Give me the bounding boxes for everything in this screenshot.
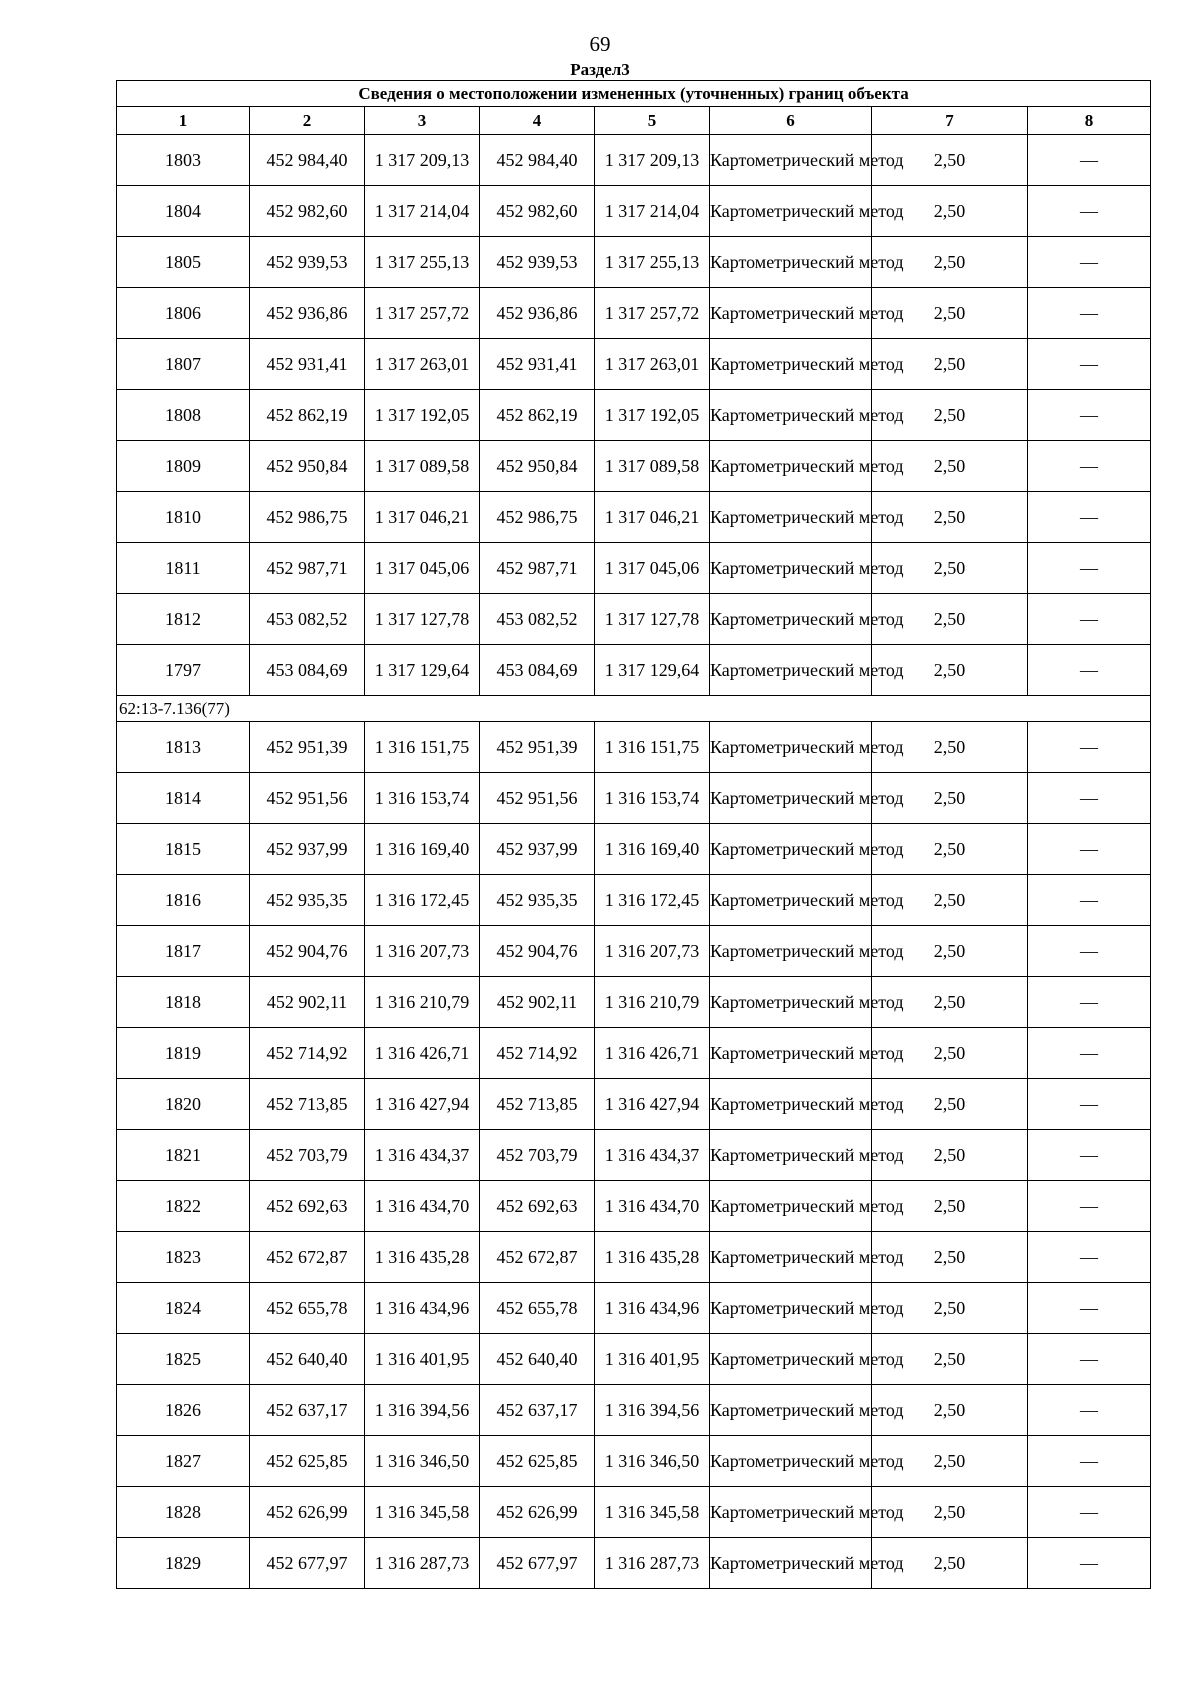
y-new-cell: 1 317 209,13 xyxy=(595,135,710,186)
x-new-cell: 452 625,85 xyxy=(480,1436,595,1487)
table-row xyxy=(117,288,1151,339)
accuracy-cell: 2,50 xyxy=(872,1079,1028,1130)
x-new-cell: 452 939,53 xyxy=(480,237,595,288)
y-new-cell: 1 317 089,58 xyxy=(595,441,710,492)
accuracy-cell: 2,50 xyxy=(872,390,1028,441)
y-old-cell: 1 317 127,78 xyxy=(365,594,480,645)
x-old-cell: 452 677,97 xyxy=(250,1538,365,1589)
x-old-cell: 452 625,85 xyxy=(250,1436,365,1487)
y-new-cell: 1 316 394,56 xyxy=(595,1385,710,1436)
description-cell: — xyxy=(1028,645,1151,696)
y-new-cell: 1 316 426,71 xyxy=(595,1028,710,1079)
y-old-cell: 1 316 426,71 xyxy=(365,1028,480,1079)
x-old-cell: 452 655,78 xyxy=(250,1283,365,1334)
point-number-cell: 1804 xyxy=(117,186,250,237)
y-new-cell: 1 317 129,64 xyxy=(595,645,710,696)
y-new-cell: 1 317 263,01 xyxy=(595,339,710,390)
description-cell: — xyxy=(1028,1487,1151,1538)
x-old-cell: 452 703,79 xyxy=(250,1130,365,1181)
description-cell: — xyxy=(1028,1181,1151,1232)
x-old-cell: 452 714,92 xyxy=(250,1028,365,1079)
table-body xyxy=(117,81,1151,1589)
method-cell: Картометрический метод xyxy=(710,390,872,441)
y-new-cell: 1 316 172,45 xyxy=(595,875,710,926)
description-cell: — xyxy=(1028,186,1151,237)
y-new-cell: 1 316 210,79 xyxy=(595,977,710,1028)
description-cell: — xyxy=(1028,1385,1151,1436)
method-cell: Картометрический метод xyxy=(710,1130,872,1181)
accuracy-cell: 2,50 xyxy=(872,186,1028,237)
table-caption: Сведения о местоположении измененных (уточненных) границ объекта xyxy=(117,81,1151,107)
y-old-cell: 1 316 435,28 xyxy=(365,1232,480,1283)
x-old-cell: 452 984,40 xyxy=(250,135,365,186)
method-cell: Картометрический метод xyxy=(710,339,872,390)
x-new-cell: 452 677,97 xyxy=(480,1538,595,1589)
method-cell: Картометрический метод xyxy=(710,1079,872,1130)
method-cell: Картометрический метод xyxy=(710,1487,872,1538)
table-row xyxy=(117,875,1151,926)
table-row xyxy=(117,135,1151,186)
column-number-header: 4 xyxy=(480,107,595,135)
y-old-cell: 1 317 209,13 xyxy=(365,135,480,186)
x-old-cell: 452 626,99 xyxy=(250,1487,365,1538)
point-number-cell: 1818 xyxy=(117,977,250,1028)
boundary-coordinates-table xyxy=(116,80,1151,1589)
accuracy-cell: 2,50 xyxy=(872,1232,1028,1283)
y-new-cell: 1 316 346,50 xyxy=(595,1436,710,1487)
table-row xyxy=(117,824,1151,875)
point-number-cell: 1797 xyxy=(117,645,250,696)
y-old-cell: 1 316 210,79 xyxy=(365,977,480,1028)
point-number-cell: 1823 xyxy=(117,1232,250,1283)
table-row xyxy=(117,237,1151,288)
table-row xyxy=(117,773,1151,824)
y-new-cell: 1 316 435,28 xyxy=(595,1232,710,1283)
accuracy-cell: 2,50 xyxy=(872,135,1028,186)
point-number-cell: 1815 xyxy=(117,824,250,875)
method-cell: Картометрический метод xyxy=(710,645,872,696)
point-number-cell: 1828 xyxy=(117,1487,250,1538)
x-new-cell: 452 951,56 xyxy=(480,773,595,824)
x-new-cell: 452 714,92 xyxy=(480,1028,595,1079)
table-row xyxy=(117,594,1151,645)
description-cell: — xyxy=(1028,1334,1151,1385)
accuracy-cell: 2,50 xyxy=(872,1487,1028,1538)
accuracy-cell: 2,50 xyxy=(872,237,1028,288)
description-cell: — xyxy=(1028,824,1151,875)
table-row xyxy=(117,722,1151,773)
point-number-cell: 1809 xyxy=(117,441,250,492)
x-new-cell: 452 936,86 xyxy=(480,288,595,339)
accuracy-cell: 2,50 xyxy=(872,1130,1028,1181)
y-new-cell: 1 316 169,40 xyxy=(595,824,710,875)
y-old-cell: 1 316 427,94 xyxy=(365,1079,480,1130)
table-row xyxy=(117,1283,1151,1334)
method-cell: Картометрический метод xyxy=(710,824,872,875)
x-new-cell: 452 640,40 xyxy=(480,1334,595,1385)
description-cell: — xyxy=(1028,1436,1151,1487)
y-old-cell: 1 316 287,73 xyxy=(365,1538,480,1589)
table-row xyxy=(117,1130,1151,1181)
point-number-cell: 1821 xyxy=(117,1130,250,1181)
y-old-cell: 1 316 207,73 xyxy=(365,926,480,977)
accuracy-cell: 2,50 xyxy=(872,1181,1028,1232)
description-cell: — xyxy=(1028,773,1151,824)
column-number-header: 8 xyxy=(1028,107,1151,135)
description-cell: — xyxy=(1028,926,1151,977)
table-row xyxy=(117,1181,1151,1232)
accuracy-cell: 2,50 xyxy=(872,1283,1028,1334)
accuracy-cell: 2,50 xyxy=(872,1028,1028,1079)
x-old-cell: 452 713,85 xyxy=(250,1079,365,1130)
method-cell: Картометрический метод xyxy=(710,1538,872,1589)
description-cell: — xyxy=(1028,977,1151,1028)
page-number: 69 xyxy=(589,32,611,56)
point-number-cell: 1803 xyxy=(117,135,250,186)
y-new-cell: 1 317 045,06 xyxy=(595,543,710,594)
column-number-header: 2 xyxy=(250,107,365,135)
accuracy-cell: 2,50 xyxy=(872,926,1028,977)
column-number-header: 7 xyxy=(872,107,1028,135)
accuracy-cell: 2,50 xyxy=(872,288,1028,339)
table-row xyxy=(117,1232,1151,1283)
column-number-header: 3 xyxy=(365,107,480,135)
point-number-cell: 1817 xyxy=(117,926,250,977)
y-old-cell: 1 316 153,74 xyxy=(365,773,480,824)
y-old-cell: 1 316 394,56 xyxy=(365,1385,480,1436)
column-number-header: 5 xyxy=(595,107,710,135)
y-new-cell: 1 316 151,75 xyxy=(595,722,710,773)
y-new-cell: 1 316 345,58 xyxy=(595,1487,710,1538)
accuracy-cell: 2,50 xyxy=(872,1538,1028,1589)
point-number-cell: 1825 xyxy=(117,1334,250,1385)
table-row xyxy=(117,339,1151,390)
description-cell: — xyxy=(1028,1232,1151,1283)
column-number-header: 1 xyxy=(117,107,250,135)
y-new-cell: 1 316 427,94 xyxy=(595,1079,710,1130)
x-new-cell: 453 082,52 xyxy=(480,594,595,645)
y-old-cell: 1 316 434,96 xyxy=(365,1283,480,1334)
y-new-cell: 1 317 257,72 xyxy=(595,288,710,339)
y-new-cell: 1 316 434,37 xyxy=(595,1130,710,1181)
x-new-cell: 452 626,99 xyxy=(480,1487,595,1538)
method-cell: Картометрический метод xyxy=(710,135,872,186)
x-new-cell: 452 950,84 xyxy=(480,441,595,492)
accuracy-cell: 2,50 xyxy=(872,977,1028,1028)
point-number-cell: 1810 xyxy=(117,492,250,543)
method-cell: Картометрический метод xyxy=(710,186,872,237)
point-number-cell: 1820 xyxy=(117,1079,250,1130)
x-new-cell: 453 084,69 xyxy=(480,645,595,696)
x-new-cell: 452 951,39 xyxy=(480,722,595,773)
y-old-cell: 1 317 192,05 xyxy=(365,390,480,441)
x-old-cell: 453 082,52 xyxy=(250,594,365,645)
method-cell: Картометрический метод xyxy=(710,1232,872,1283)
x-old-cell: 452 951,39 xyxy=(250,722,365,773)
y-old-cell: 1 316 434,70 xyxy=(365,1181,480,1232)
table-row xyxy=(117,645,1151,696)
group-label: 62:13-7.136(77) xyxy=(117,696,1151,722)
x-new-cell: 452 931,41 xyxy=(480,339,595,390)
table-row xyxy=(117,1334,1151,1385)
y-old-cell: 1 316 434,37 xyxy=(365,1130,480,1181)
point-number-cell: 1807 xyxy=(117,339,250,390)
table-row xyxy=(117,390,1151,441)
y-new-cell: 1 317 192,05 xyxy=(595,390,710,441)
y-new-cell: 1 317 046,21 xyxy=(595,492,710,543)
description-cell: — xyxy=(1028,1283,1151,1334)
x-new-cell: 452 637,17 xyxy=(480,1385,595,1436)
x-old-cell: 452 987,71 xyxy=(250,543,365,594)
method-cell: Картометрический метод xyxy=(710,875,872,926)
description-cell: — xyxy=(1028,875,1151,926)
table-row xyxy=(117,926,1151,977)
point-number-cell: 1812 xyxy=(117,594,250,645)
table-row xyxy=(117,543,1151,594)
x-old-cell: 452 939,53 xyxy=(250,237,365,288)
accuracy-cell: 2,50 xyxy=(872,824,1028,875)
point-number-cell: 1819 xyxy=(117,1028,250,1079)
method-cell: Картометрический метод xyxy=(710,977,872,1028)
x-new-cell: 452 655,78 xyxy=(480,1283,595,1334)
y-old-cell: 1 317 257,72 xyxy=(365,288,480,339)
table-row xyxy=(117,1436,1151,1487)
x-old-cell: 452 637,17 xyxy=(250,1385,365,1436)
table-row xyxy=(117,441,1151,492)
y-new-cell: 1 316 287,73 xyxy=(595,1538,710,1589)
y-new-cell: 1 316 207,73 xyxy=(595,926,710,977)
description-cell: — xyxy=(1028,339,1151,390)
y-old-cell: 1 316 172,45 xyxy=(365,875,480,926)
x-new-cell: 452 935,35 xyxy=(480,875,595,926)
description-cell: — xyxy=(1028,135,1151,186)
x-new-cell: 452 937,99 xyxy=(480,824,595,875)
method-cell: Картометрический метод xyxy=(710,1283,872,1334)
y-old-cell: 1 317 214,04 xyxy=(365,186,480,237)
table-caption-row xyxy=(117,81,1151,107)
x-new-cell: 452 904,76 xyxy=(480,926,595,977)
x-new-cell: 452 862,19 xyxy=(480,390,595,441)
y-old-cell: 1 317 129,64 xyxy=(365,645,480,696)
point-number-cell: 1808 xyxy=(117,390,250,441)
table-row xyxy=(117,1079,1151,1130)
method-cell: Картометрический метод xyxy=(710,1436,872,1487)
point-number-cell: 1826 xyxy=(117,1385,250,1436)
accuracy-cell: 2,50 xyxy=(872,645,1028,696)
description-cell: — xyxy=(1028,492,1151,543)
table-row xyxy=(117,977,1151,1028)
x-old-cell: 452 640,40 xyxy=(250,1334,365,1385)
table-row xyxy=(117,1385,1151,1436)
table-row xyxy=(117,492,1151,543)
x-old-cell: 452 692,63 xyxy=(250,1181,365,1232)
y-old-cell: 1 316 169,40 xyxy=(365,824,480,875)
x-new-cell: 452 672,87 xyxy=(480,1232,595,1283)
method-cell: Картометрический метод xyxy=(710,1334,872,1385)
x-old-cell: 452 951,56 xyxy=(250,773,365,824)
x-old-cell: 452 950,84 xyxy=(250,441,365,492)
method-cell: Картометрический метод xyxy=(710,1385,872,1436)
y-old-cell: 1 317 046,21 xyxy=(365,492,480,543)
point-number-cell: 1829 xyxy=(117,1538,250,1589)
y-old-cell: 1 317 089,58 xyxy=(365,441,480,492)
x-old-cell: 452 936,86 xyxy=(250,288,365,339)
point-number-cell: 1811 xyxy=(117,543,250,594)
x-old-cell: 452 986,75 xyxy=(250,492,365,543)
description-cell: — xyxy=(1028,237,1151,288)
x-old-cell: 452 904,76 xyxy=(250,926,365,977)
y-old-cell: 1 316 401,95 xyxy=(365,1334,480,1385)
x-old-cell: 452 935,35 xyxy=(250,875,365,926)
table-row xyxy=(117,1028,1151,1079)
column-number-header: 6 xyxy=(710,107,872,135)
accuracy-cell: 2,50 xyxy=(872,722,1028,773)
x-old-cell: 452 862,19 xyxy=(250,390,365,441)
y-new-cell: 1 317 255,13 xyxy=(595,237,710,288)
method-cell: Картометрический метод xyxy=(710,594,872,645)
y-new-cell: 1 317 127,78 xyxy=(595,594,710,645)
point-number-cell: 1814 xyxy=(117,773,250,824)
point-number-cell: 1816 xyxy=(117,875,250,926)
y-old-cell: 1 316 346,50 xyxy=(365,1436,480,1487)
table-row xyxy=(117,1538,1151,1589)
method-cell: Картометрический метод xyxy=(710,237,872,288)
method-cell: Картометрический метод xyxy=(710,543,872,594)
accuracy-cell: 2,50 xyxy=(872,773,1028,824)
x-new-cell: 452 982,60 xyxy=(480,186,595,237)
point-number-cell: 1824 xyxy=(117,1283,250,1334)
x-old-cell: 452 937,99 xyxy=(250,824,365,875)
y-new-cell: 1 316 401,95 xyxy=(595,1334,710,1385)
x-new-cell: 452 987,71 xyxy=(480,543,595,594)
description-cell: — xyxy=(1028,1538,1151,1589)
group-label-row xyxy=(117,696,1151,722)
y-new-cell: 1 316 434,96 xyxy=(595,1283,710,1334)
method-cell: Картометрический метод xyxy=(710,773,872,824)
accuracy-cell: 2,50 xyxy=(872,594,1028,645)
x-old-cell: 452 931,41 xyxy=(250,339,365,390)
accuracy-cell: 2,50 xyxy=(872,492,1028,543)
point-number-cell: 1813 xyxy=(117,722,250,773)
section-title: Раздел3 xyxy=(570,60,630,79)
accuracy-cell: 2,50 xyxy=(872,1334,1028,1385)
method-cell: Картометрический метод xyxy=(710,492,872,543)
description-cell: — xyxy=(1028,543,1151,594)
x-old-cell: 452 902,11 xyxy=(250,977,365,1028)
y-old-cell: 1 317 255,13 xyxy=(365,237,480,288)
y-old-cell: 1 316 151,75 xyxy=(365,722,480,773)
accuracy-cell: 2,50 xyxy=(872,1385,1028,1436)
description-cell: — xyxy=(1028,594,1151,645)
description-cell: — xyxy=(1028,1130,1151,1181)
accuracy-cell: 2,50 xyxy=(872,1436,1028,1487)
description-cell: — xyxy=(1028,390,1151,441)
column-numbers-row xyxy=(117,107,1151,135)
x-new-cell: 452 986,75 xyxy=(480,492,595,543)
accuracy-cell: 2,50 xyxy=(872,543,1028,594)
description-cell: — xyxy=(1028,441,1151,492)
y-new-cell: 1 317 214,04 xyxy=(595,186,710,237)
y-new-cell: 1 316 434,70 xyxy=(595,1181,710,1232)
description-cell: — xyxy=(1028,1028,1151,1079)
method-cell: Картометрический метод xyxy=(710,288,872,339)
method-cell: Картометрический метод xyxy=(710,1181,872,1232)
y-old-cell: 1 317 263,01 xyxy=(365,339,480,390)
y-old-cell: 1 316 345,58 xyxy=(365,1487,480,1538)
table-row xyxy=(117,186,1151,237)
accuracy-cell: 2,50 xyxy=(872,339,1028,390)
x-new-cell: 452 984,40 xyxy=(480,135,595,186)
y-new-cell: 1 316 153,74 xyxy=(595,773,710,824)
point-number-cell: 1806 xyxy=(117,288,250,339)
x-new-cell: 452 703,79 xyxy=(480,1130,595,1181)
method-cell: Картометрический метод xyxy=(710,722,872,773)
table-row xyxy=(117,1487,1151,1538)
method-cell: Картометрический метод xyxy=(710,1028,872,1079)
description-cell: — xyxy=(1028,1079,1151,1130)
x-new-cell: 452 692,63 xyxy=(480,1181,595,1232)
x-old-cell: 452 982,60 xyxy=(250,186,365,237)
description-cell: — xyxy=(1028,288,1151,339)
x-new-cell: 452 902,11 xyxy=(480,977,595,1028)
description-cell: — xyxy=(1028,722,1151,773)
method-cell: Картометрический метод xyxy=(710,441,872,492)
y-old-cell: 1 317 045,06 xyxy=(365,543,480,594)
x-old-cell: 453 084,69 xyxy=(250,645,365,696)
x-old-cell: 452 672,87 xyxy=(250,1232,365,1283)
point-number-cell: 1827 xyxy=(117,1436,250,1487)
point-number-cell: 1822 xyxy=(117,1181,250,1232)
method-cell: Картометрический метод xyxy=(710,926,872,977)
accuracy-cell: 2,50 xyxy=(872,875,1028,926)
accuracy-cell: 2,50 xyxy=(872,441,1028,492)
x-new-cell: 452 713,85 xyxy=(480,1079,595,1130)
point-number-cell: 1805 xyxy=(117,237,250,288)
